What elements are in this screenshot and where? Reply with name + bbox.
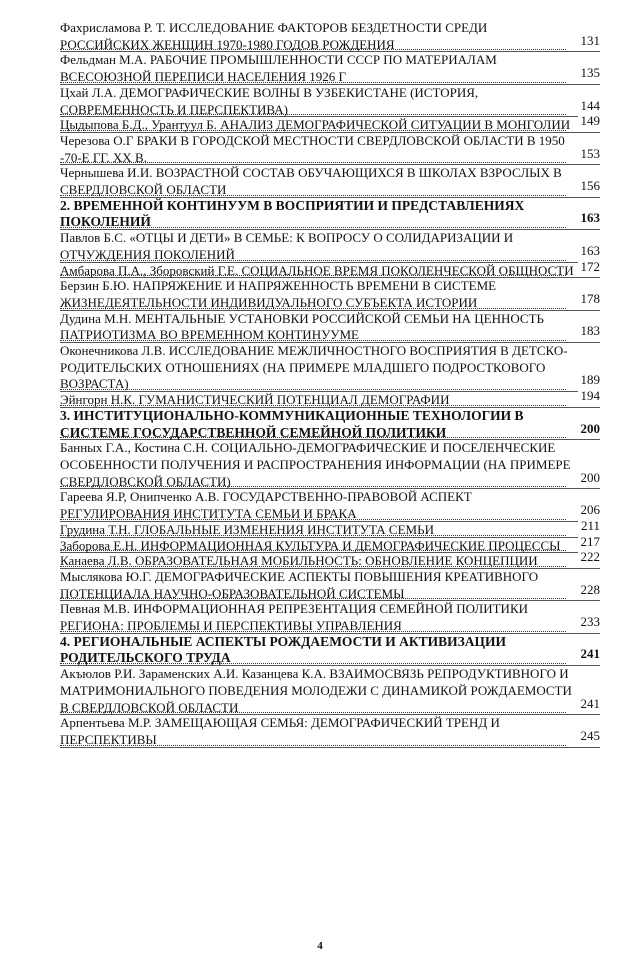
page-ref: 172 <box>578 259 601 276</box>
toc-entry <box>60 388 600 408</box>
page-ref: 144 <box>578 98 601 115</box>
entry-title: Заборова Е.Н. ИНФОРМАЦИОННАЯ КУЛЬТУРА И ДЕМОГРАФИЧЕСКИЕ ПРОЦЕССЫ <box>60 537 561 553</box>
entry-title: Оконечникова Л.В. ИССЛЕДОВАНИЕ МЕЖЛИЧНОСТНОГО ВОСПРИЯТИЯ В ДЕТСКО-РОДИТЕЛЬСКИХ ОТНОШЕНИЯХ (НА ПРИМЕРЕ МЛАДШЕГО ПОДРОСТКОВОГО ВОЗРАСТА) <box>60 343 568 392</box>
entry-title: Арпентьева М.Р. ЗАМЕЩАЮЩАЯ СЕМЬЯ: ДЕМОГРАФИЧЕСКИЙ ТРЕНД И ПЕРСПЕКТИВЫ <box>60 715 500 747</box>
toc-entry <box>60 569 600 601</box>
page-ref: 245 <box>578 728 601 745</box>
toc-section-heading <box>60 408 600 440</box>
toc-section-heading <box>60 634 600 666</box>
page-ref: 200 <box>578 421 601 438</box>
page-ref: 233 <box>578 614 601 631</box>
toc-entry <box>60 230 600 262</box>
toc-entry <box>60 489 600 521</box>
page-ref: 211 <box>578 518 600 535</box>
entry-title: Канаева Л.В. ОБРАЗОВАТЕЛЬНАЯ МОБИЛЬНОСТЬ: ОБНОВЛЕНИЕ КОНЦЕПЦИИ <box>60 553 538 569</box>
entry-title: Эйнгорн Н.К. ГУМАНИСТИЧЕСКИЙ ПОТЕНЦИАЛ ДЕМОГРАФИИ <box>60 392 450 408</box>
section-title: 3. ИНСТИТУЦИОНАЛЬНО-КОММУНИКАЦИОННЫЕ ТЕХНОЛОГИИ В СИСТЕМЕ ГОСУДАРСТВЕННОЙ СЕМЕЙНОЙ ПОЛИТИКИ <box>60 407 524 440</box>
entry-title: Берзин Б.Ю. НАПРЯЖЕНИЕ И НАПРЯЖЕННОСТЬ ВРЕМЕНИ В СИСТЕМЕ ЖИЗНЕДЕЯТЕЛЬНОСТИ ИНДИВИДУАЛЬНОГО СУБЪЕКТА ИСТОРИИ <box>60 278 497 310</box>
toc-entry <box>60 343 600 392</box>
page-ref: 153 <box>578 146 601 163</box>
toc-entry <box>60 85 600 117</box>
page-ref: 135 <box>578 65 601 82</box>
entry-title: Чернышева И.И. ВОЗРАСТНОЙ СОСТАВ ОБУЧАЮЩИХСЯ В ШКОЛАХ ВЗРОСЛЫХ В СВЕРДЛОВСКОЙ ОБЛАСТИ <box>60 165 562 198</box>
toc-entry <box>60 517 600 538</box>
section-title: 2. ВРЕМЕННОЙ КОНТИНУУМ В ВОСПРИЯТИИ И ПРЕДСТАВЛЕНИЯХ ПОКОЛЕНИЙ <box>60 197 525 230</box>
page-ref: 156 <box>578 178 601 195</box>
entry-title: Гареева Я.Р, Онипченко А.В. ГОСУДАРСТВЕННО-ПРАВОВОЙ АСПЕКТ РЕГУЛИРОВАНИЯ ИНСТИТУТА СЕМЬИ И БРАКА <box>60 489 472 522</box>
page-ref: 178 <box>578 291 601 308</box>
toc-entry <box>60 533 600 554</box>
toc-entry <box>60 311 600 343</box>
entry-title: Фахрисламова Р. Т. ИССЛЕДОВАНИЕ ФАКТОРОВ БЕЗДЕТНОСТИ СРЕДИ РОССИЙСКИХ ЖЕНЩИН 1970-1980 ГОДОВ РОЖДЕНИЯ <box>60 20 488 52</box>
toc-entry <box>60 278 600 310</box>
page-ref: 206 <box>578 502 601 519</box>
entry-title: Грудина Т.Н. ГЛОБАЛЬНЫЕ ИЗМЕНЕНИЯ ИНСТИТУТА СЕМЬИ <box>60 521 434 537</box>
page-ref: 149 <box>578 113 601 130</box>
entry-title: Павлов Б.С. «ОТЦЫ И ДЕТИ» В СЕМЬЕ: К ВОПРОСУ О СОЛИДАРИЗАЦИИ И ОТЧУЖДЕНИЯ ПОКОЛЕНИЙ <box>60 230 514 262</box>
page-ref: 241 <box>578 646 601 663</box>
toc-entry <box>60 52 600 84</box>
toc-list <box>60 20 600 748</box>
toc-entry <box>60 715 600 747</box>
table-of-contents <box>60 20 600 748</box>
page-number: 4 <box>317 940 323 952</box>
page-ref: 222 <box>578 549 601 566</box>
page-ref: 241 <box>578 696 601 713</box>
toc-entry <box>60 549 600 569</box>
page-ref: 200 <box>578 470 601 487</box>
entry-title: Певная М.В. ИНФОРМАЦИОННАЯ РЕПРЕЗЕНТАЦИЯ СЕМЕЙНОЙ ПОЛИТИКИ РЕГИОНА: ПРОБЛЕМЫ И ПЕРСПЕКТИВЫ УПРАВЛЕНИЯ <box>60 601 528 634</box>
toc-entry <box>60 165 600 197</box>
page-ref: 163 <box>578 210 601 227</box>
section-title: 4. РЕГИОНАЛЬНЫЕ АСПЕКТЫ РОЖДАЕМОСТИ И АКТИВИЗАЦИИ РОДИТЕЛЬСКОГО ТРУДА <box>60 633 507 666</box>
entry-title: Фельдман М.А. РАБОЧИЕ ПРОМЫШЛЕННОСТИ СССР ПО МАТЕРИАЛАМ ВСЕСОЮЗНОЙ ПЕРЕПИСИ НАСЕЛЕНИЯ 1926 Г <box>60 52 497 85</box>
entry-title: Банных Г.А., Костина С.Н. СОЦИАЛЬНО-ДЕМОГРАФИЧЕСКИЕ И ПОСЕЛЕНЧЕСКИЕ ОСОБЕННОСТИ ПОЛУЧЕНИЯ И РАСПРОСТРАНЕНИЯ ИНФОРМАЦИИ (НА ПРИМЕРЕ СВЕРДЛОВСКОЙ ОБЛАСТИ) <box>60 440 571 489</box>
entry-title: Цыдыпова Б.Д., Урантуул Б. АНАЛИЗ ДЕМОГРАФИЧЕСКОЙ СИТУАЦИИ В МОНГОЛИИ <box>60 117 571 133</box>
toc-entry <box>60 20 600 52</box>
toc-entry <box>60 440 600 489</box>
entry-title: Мыслякова Ю.Г. ДЕМОГРАФИЧЕСКИЕ АСПЕКТЫ ПОВЫШЕНИЯ КРЕАТИВНОГО ПОТЕНЦИАЛА НАУЧНО-ОБРАЗОВАТЕЛЬНОЙ СИСТЕМЫ <box>60 568 539 601</box>
entry-title: Амбарова П.А., Зборовский Г.Е. СОЦИАЛЬНОЕ ВРЕМЯ ПОКОЛЕНЧЕСКОЙ ОБЩНОСТИ <box>60 262 574 278</box>
entry-title: Акъюлов Р.И. Зараменских А.И. Казанцева К.А. ВЗАИМОСВЯЗЬ РЕПРОДУКТИВНОГО И МАТРИМОНИАЛЬНОГО ПОВЕДЕНИЯ МОЛОДЕЖИ С ДИНАМИКОЙ РОЖДАЕМОСТИ В СВЕРДЛОВСКОЙ ОБЛАСТИ <box>60 666 572 715</box>
toc-entry <box>60 258 600 279</box>
page-ref: 189 <box>578 372 601 389</box>
entry-title: Дудина М.Н. МЕНТАЛЬНЫЕ УСТАНОВКИ РОССИЙСКОЙ СЕМЬИ НА ЦЕННОСТЬ ПАТРИОТИЗМА ВО ВРЕМЕННОМ КОНТИНУУМЕ <box>60 310 545 343</box>
page-ref: 163 <box>578 243 601 260</box>
entry-title: Цхай Л.А. ДЕМОГРАФИЧЕСКИЕ ВОЛНЫ В УЗБЕКИСТАНЕ (ИСТОРИЯ, СОВРЕМЕННОСТЬ И ПЕРСПЕКТИВА) <box>60 84 479 117</box>
toc-entry <box>60 601 600 633</box>
toc-entry <box>60 666 600 715</box>
entry-title: Черезова О.Г БРАКИ В ГОРОДСКОЙ МЕСТНОСТИ СВЕРДЛОВСКОЙ ОБЛАСТИ В 1950 -70-Е ГГ. XX В. <box>60 132 565 165</box>
toc-entry <box>60 133 600 165</box>
page-ref: 131 <box>578 33 601 50</box>
page-ref: 183 <box>578 323 601 340</box>
page-ref: 228 <box>578 582 601 599</box>
page-ref: 194 <box>578 388 601 405</box>
toc-section-heading <box>60 198 600 230</box>
page-ref: 217 <box>578 534 601 551</box>
toc-entry <box>60 113 600 133</box>
dot-leader <box>60 389 566 390</box>
